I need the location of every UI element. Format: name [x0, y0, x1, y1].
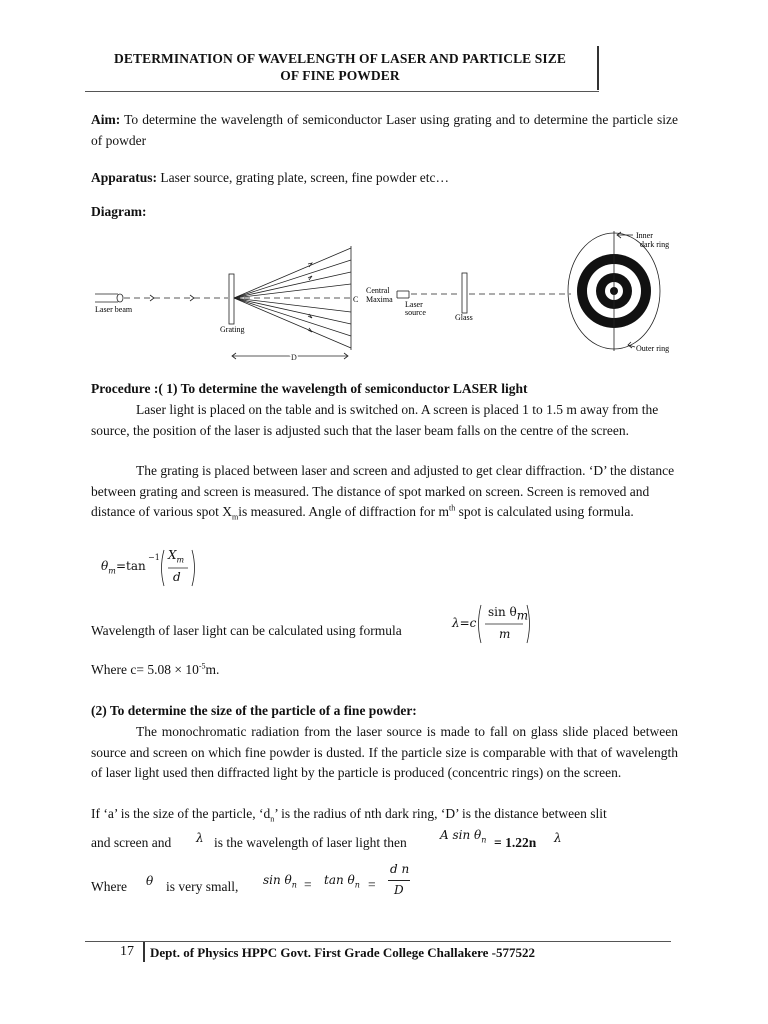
d-label: D — [291, 353, 297, 362]
procedure-1-heading: Procedure :( 1) To determine the wavelength of semiconductor LASER light — [91, 381, 528, 396]
footer-rule — [85, 941, 671, 942]
inner-dark-ring-label-2: dark ring — [640, 240, 670, 249]
procedure-2-text-2b: ’ is the radius of nth dark ring, ‘D’ is the distance between slit — [274, 806, 607, 821]
procedure-1-text-2a: The grating is placed between laser and screen and adjusted to get clear diffraction. ‘D’ the distance between grating and screen is measured. The distance of spot marked on screen. Screen is removed and distance of various spot X — [91, 463, 675, 519]
formula2-lhs: λ=c — [452, 616, 477, 630]
procedure-2-paragraph-2 — [91, 804, 678, 825]
wavelength-formula-text: Wavelength of laser light can be calculated using formula — [91, 623, 402, 638]
central-maxima-label-2: Maxima — [366, 295, 393, 304]
central-maxima-label-1: Central — [366, 286, 390, 295]
procedure-1-sup-th: th — [449, 503, 456, 513]
grating-label: Grating — [220, 325, 245, 334]
ring-diagram — [395, 225, 695, 360]
small-angle-line — [91, 862, 431, 902]
page-number: 17 — [120, 944, 134, 959]
procedure-2-text-2a: If ‘a’ is the size of the particle, ‘d — [91, 806, 271, 821]
where-c-text-b: m. — [205, 662, 220, 677]
formula-angle-of-diffraction — [101, 548, 221, 590]
diagram-label: Diagram: — [91, 204, 147, 219]
title-line-1: DETERMINATION OF WAVELENGTH OF LASER AND PARTICLE SIZE — [114, 51, 566, 66]
apparatus-paragraph — [91, 168, 678, 189]
header-horizontal-rule — [85, 91, 599, 92]
footer-text: Dept. of Physics HPPC Govt. First Grade College Challakere -577522 — [150, 945, 536, 960]
aim-text: To determine the wavelength of semiconductor Laser using grating and to determine the particle size of powder — [91, 112, 678, 148]
laser-source-label-2: source — [405, 308, 426, 317]
laser-source-label-1: Laser — [405, 300, 423, 309]
c-label: C — [353, 295, 359, 304]
formula1-denominator: d — [173, 570, 181, 584]
formula1-inverse-sup: −1 — [148, 553, 160, 562]
formula1-numerator: X — [168, 548, 177, 562]
procedure-1-paragraph-1 — [91, 400, 678, 441]
apparatus-text: Laser source, grating plate, screen, fine powder etc… — [160, 170, 450, 185]
procedure-2-text-3b: is the wavelength of laser light then — [214, 835, 407, 850]
procedure-2-sub-n: n — [270, 814, 275, 824]
laser-beam-label: Laser beam — [95, 305, 133, 314]
aim-label: Aim: — [91, 112, 121, 127]
formula1-numerator-sub: m — [176, 555, 185, 565]
procedure-1-text-1: Laser light is placed on the table and is switched on. A screen is placed 1 to 1.5 m away from the source, the position of the laser is adjusted such that the laser beam falls on the centre of the screen. — [91, 402, 659, 438]
footer-separator — [143, 942, 145, 962]
apparatus-label: Apparatus: — [91, 170, 158, 185]
where-c-text-a: Where c= 5.08 × 10 — [91, 662, 199, 677]
inner-dark-ring-label-1: Inner — [636, 231, 653, 240]
very-small-text: is very small, — [166, 879, 239, 894]
formula1-theta: θ — [101, 559, 109, 573]
formula4-numerator: d n — [390, 862, 410, 876]
procedure-2-heading: (2) To determine the size of the particle of a fine powder: — [91, 703, 417, 718]
formula3-lhs: A sin θ — [440, 828, 482, 842]
procedure-2-text-3a: and screen and — [91, 835, 172, 850]
formula3-rhs: = 1.22n — [494, 835, 537, 850]
header-vertical-rule — [597, 46, 599, 90]
procedure-2-text-1: The monochromatic radiation from the laser source is made to fall on glass slide placed between source and screen on which fine powder is dusted. If the particle size is comparable with that of wavelength of laser light used then diffracted light by the particle is produced (concentric rings) on the screen. — [91, 724, 678, 780]
procedure-2-paragraph-1 — [91, 722, 678, 784]
aim-paragraph — [91, 110, 678, 151]
formula2-numerator-sub: m — [516, 608, 529, 623]
document-title — [85, 50, 595, 84]
theta-symbol: θ — [146, 874, 154, 888]
where-text: Where — [91, 879, 127, 894]
formula1-tan: =tan — [116, 559, 146, 573]
formula4-sub2: n — [354, 880, 360, 890]
outer-ring-label: Outer ring — [636, 344, 670, 353]
procedure-1-sub-m: m — [231, 512, 239, 522]
procedure-1-text-2c: spot is calculated using formula. — [455, 504, 634, 519]
formula4-fraction-bar — [388, 880, 410, 881]
formula4-tan: tan θ — [324, 873, 355, 887]
grating-diagram — [90, 238, 430, 368]
glass-label: Glass — [455, 313, 473, 322]
formula4-denominator: D — [394, 883, 404, 897]
procedure-1-text-2b: is measured. Angle of diffraction for m — [238, 504, 450, 519]
formula1-theta-sub: m — [108, 566, 116, 576]
formula2-denominator: m — [499, 627, 511, 641]
formula3-sub: n — [481, 835, 487, 845]
where-c-line — [91, 660, 678, 681]
procedure-1-paragraph-2 — [91, 461, 678, 523]
procedure-2-formula-line — [91, 828, 691, 858]
formula4-sub1: n — [291, 880, 297, 890]
lambda-symbol-2: λ — [554, 831, 562, 845]
diagram-label-row — [91, 202, 678, 223]
where-c-exponent: -5 — [198, 661, 206, 671]
formula2-numerator: sin θ — [488, 605, 517, 619]
formula4-eq1: = — [304, 877, 312, 892]
formula4-eq2: = — [368, 877, 376, 892]
formula4-sin: sin θ — [263, 873, 292, 887]
title-line-2: OF FINE POWDER — [280, 68, 400, 83]
lambda-symbol-1: λ — [196, 831, 204, 845]
formula-wavelength — [452, 603, 542, 647]
